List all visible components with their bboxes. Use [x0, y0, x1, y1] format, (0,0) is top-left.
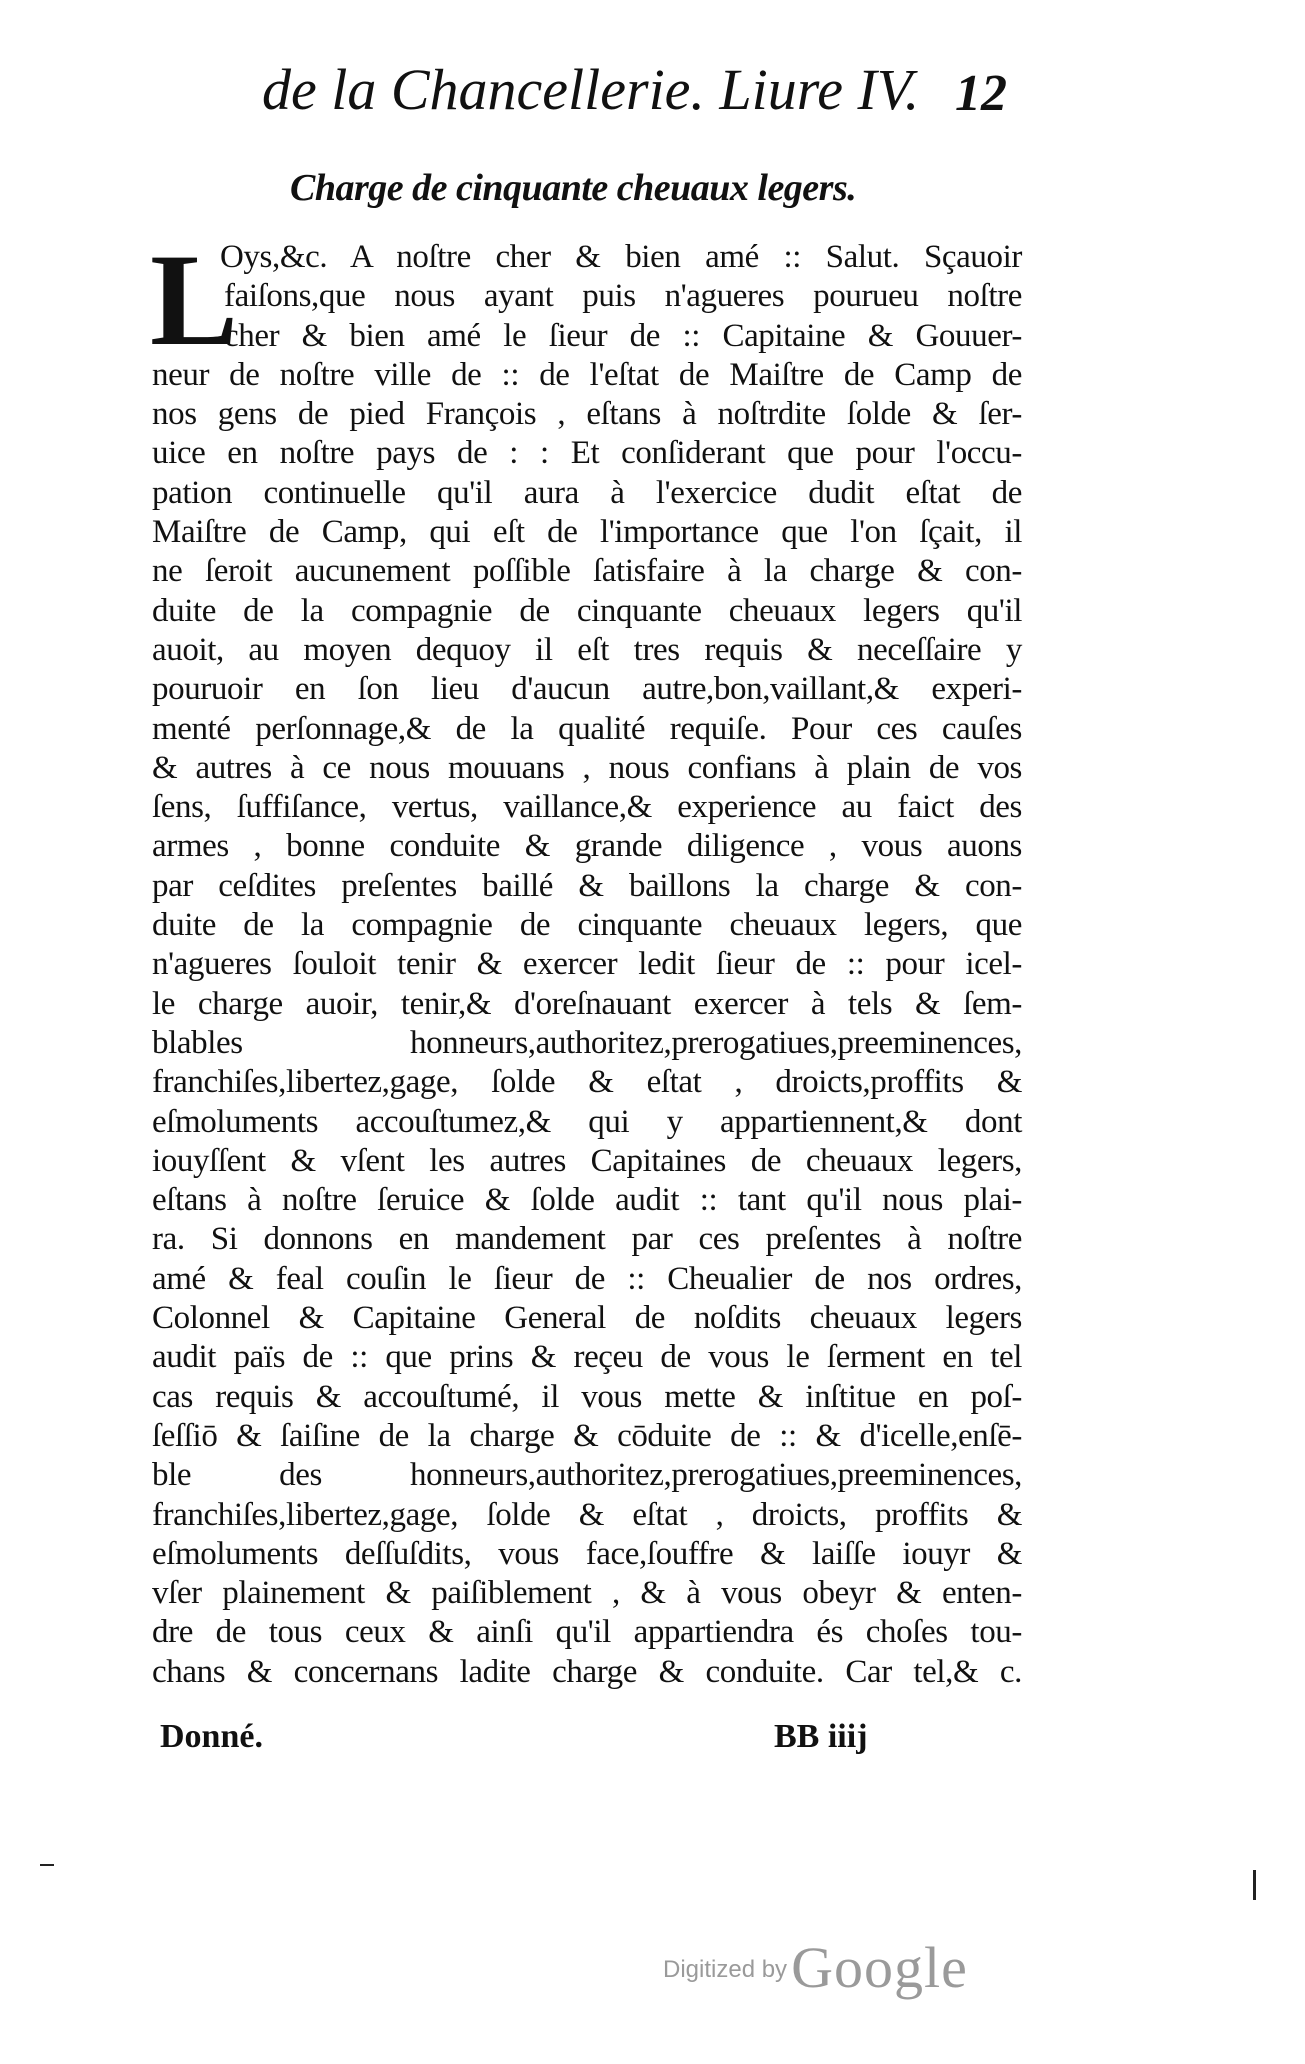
text-line: neur de noſtre ville de :: de l'eſtat de Maiſtre de Camp de [152, 356, 1022, 393]
text-line: duite de la compagnie de cinquante cheuaux legers, que [152, 907, 1022, 944]
text-line: le charge auoir, tenir,& d'oreſnauant exercer à tels & ſem- [152, 985, 1022, 1022]
text-line: Maiſtre de Camp, qui eſt de l'importance que l'on ſçait, il [152, 514, 1022, 551]
text-line: ra. Si donnons en mandement par ces preſentes à noſtre [152, 1221, 1022, 1258]
text-line: auoit, au moyen dequoy il eſt tres requis & neceſſaire y [152, 631, 1022, 668]
text-line: ſens, ſuffiſance, vertus, vaillance,& experience au faict des [152, 789, 1022, 826]
text-line: iouyſſent & vſent les autres Capitaines de cheuaux legers, [152, 1142, 1022, 1179]
text-line: franchiſes,libertez,gage, ſolde & eſtat , droicts, proffits & [152, 1496, 1022, 1533]
digitized-watermark [663, 1934, 968, 2001]
page-number: 12 [955, 65, 1007, 122]
text-line: blables honneurs,authoritez,prerogatiues,preeminences, [152, 1024, 1022, 1061]
text-line: audit païs de :: que prins & reçeu de vous le ſerment en tel [152, 1339, 1022, 1376]
text-line: chans & concernans ladite charge & conduite. Car tel,& c. [152, 1653, 1022, 1690]
text-line: ne ſeroit aucunement poſſible ſatisfaire à la charge & con- [152, 553, 1022, 590]
catchword: Donné. [160, 1718, 263, 1755]
text-line: armes , bonne conduite & grande diligence , vous auons [152, 828, 1022, 865]
text-line: vſer plainement & paiſiblement , & à vous obeyr & enten- [152, 1575, 1022, 1612]
text-line: cas requis & accouſtumé, il vous mette & inſtitue en poſ- [152, 1378, 1022, 1415]
body-text [150, 226, 1022, 1692]
text-line: pation continuelle qu'il aura à l'exercice dudit eſtat de [152, 474, 1022, 511]
text-line: eſmoluments deſſuſdits, vous face,ſouffre & laiſſe iouyr & [152, 1535, 1022, 1572]
text-line: Oys,&c. A noſtre cher & bien amé :: Salut. Sçauoir [220, 239, 1022, 275]
text-line: cher & bien amé le ſieur de :: Capitaine & Gouuer- [224, 317, 1022, 354]
text-line: ſeſſiō & ſaiſine de la charge & cōduite de :: & d'icelle,enſē- [152, 1417, 1022, 1454]
text-line: faiſons,que nous ayant puis n'agueres pourueu noſtre [224, 278, 1022, 315]
text-line: duite de la compagnie de cinquante cheuaux legers qu'il [152, 592, 1022, 629]
drop-cap: L [150, 226, 239, 373]
google-logo: Google [791, 1935, 968, 2000]
section-title: Charge de cinquante cheuaux legers. [290, 167, 857, 209]
text-line: eſmoluments accouſtumez,& qui y appartiennent,& dont [152, 1103, 1022, 1140]
text-line: franchiſes,libertez,gage, ſolde & eſtat , droicts,proffits & [152, 1064, 1022, 1101]
text-line: Colonnel & Capitaine General de noſdits cheuaux legers [152, 1300, 1022, 1337]
text-line: uice en noſtre pays de : : Et conſiderant que pour l'occu- [152, 435, 1022, 472]
digitized-by-label: Digitized by [663, 1956, 788, 1983]
text-line: nos gens de pied François , eſtans à noſtrdite ſolde & ſer- [152, 396, 1022, 433]
text-line: dre de tous ceux & ainſi qu'il appartiendra és choſes tou- [152, 1614, 1022, 1651]
text-line: par ceſdites preſentes baillé & baillons la charge & con- [152, 867, 1022, 904]
text-line: & autres à ce nous mouuans , nous confians à plain de vos [152, 749, 1022, 786]
text-line: pouruoir en ſon lieu d'aucun autre,bon,vaillant,& experi- [152, 671, 1022, 708]
scan-artifact-mark [40, 1864, 54, 1866]
text-line: eſtans à noſtre ſeruice & ſolde audit :: tant qu'il nous plai- [152, 1182, 1022, 1219]
text-line: menté perſonnage,& de la qualité requiſe. Pour ces cauſes [152, 710, 1022, 747]
running-head: de la Chancellerie. Liure IV. [262, 57, 920, 122]
text-line: ble des honneurs,authoritez,prerogatiues,preeminences, [152, 1457, 1022, 1494]
signature-mark: BB iiij [774, 1718, 868, 1755]
text-line: amé & feal couſin le ſieur de :: Cheualier de nos ordres, [152, 1260, 1022, 1297]
text-line: n'agueres ſouloit tenir & exercer ledit ſieur de :: pour icel- [152, 946, 1022, 983]
scan-artifact-mark [1253, 1870, 1256, 1900]
